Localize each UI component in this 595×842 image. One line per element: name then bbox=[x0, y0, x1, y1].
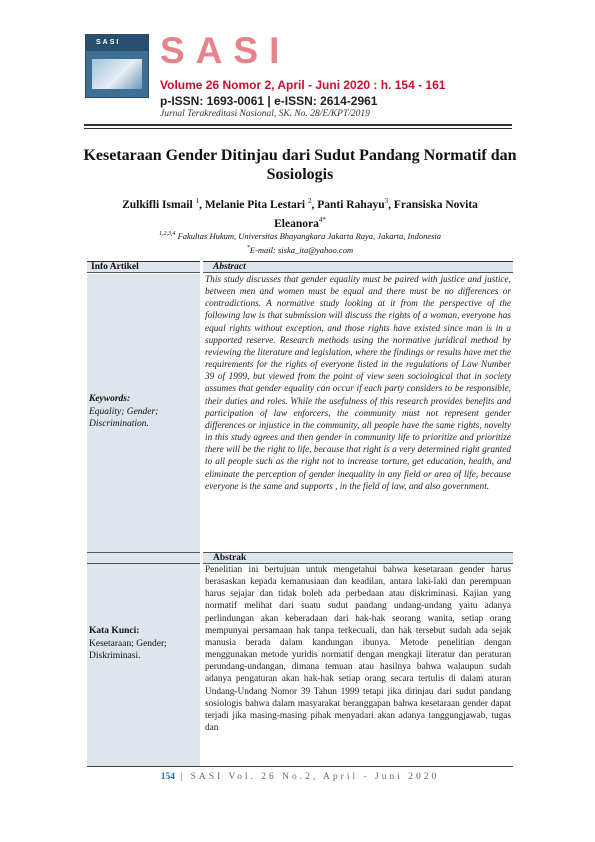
issn-line: p-ISSN: 1693-0061 | e-ISSN: 2614-2961 bbox=[160, 94, 378, 108]
header-rule-thin bbox=[84, 128, 512, 129]
author-name: Melanie Pita Lestari bbox=[204, 198, 306, 211]
author-superscript: 3 bbox=[384, 197, 389, 205]
cover-label: SASI bbox=[86, 35, 148, 51]
keywords-text: Equality; Gender; Discrimination. bbox=[89, 407, 159, 429]
keywords-label: Keywords: bbox=[89, 394, 131, 404]
abstract-indonesian-text: Penelitian ini bertujuan untuk mengetahui bahwa kesetaraan gender harus berasaskan kepada kemanusiaan dan keadilan, antara laki-laki dan perempuan harus sejajar dan tidak boleh ada perbedaan atau diskriminasi. Kajian yang normatif melihat dari suatu sudut pandang undang-undang yaitu adanya perlindungan akan keberadaan dari hak-hak seorang wanita, setiap orang mempunyai persamaan hak tanpa terkecuali, dan hak tersebut sudah ada sejak manusia berada dalam kandungan ibunya. Metode penelitian dengan menggunakan metode yuridis normatif dengan mengkaji literatur dan peraturan perundang-undangan, dimana temuan atau hasilnya bahwa walaupun sudah adanya pengaturan akan hak-hak setiap orang secara tertulis di dalam aturan Undang-Undang Nomor 39 Tahun 1999 tetapi jika ditinjau dari sudut pandang sosiologis bahwa dalam masyarakat beranggapan bahwa kesetaraan gender dapat terjadi jika masing-masing pihak menyadari akan adanya tanggungjawab, tugas dan bbox=[205, 565, 511, 734]
kata-kunci-label: Kata Kunci: bbox=[89, 626, 140, 636]
author-list: Zulkifli Ismail $^1$, Melanie Pita Lestari $^2$, Panti Rahayu$^3$, Fransiska Novita Eleanora$^{4*}$ bbox=[122, 197, 478, 230]
info-artikel-header: Info Artikel bbox=[87, 261, 200, 273]
info-column-indonesian bbox=[87, 564, 200, 766]
affiliation-superscript: 1,2,3,4 bbox=[158, 231, 176, 237]
kata-kunci-text: Kesetaraan; Gender; Diskriminasi. bbox=[89, 639, 167, 661]
affiliation-text: Fakultas Hukum, Universitas Bhayangkara Jakarta Raya, Jakarta, Indonesia bbox=[177, 230, 442, 241]
author-name: Fransiska Novita Eleanora bbox=[274, 198, 478, 230]
abstrak-header: Abstrak bbox=[203, 552, 513, 564]
author-superscript: 4* bbox=[318, 215, 326, 224]
journal-cover-thumbnail bbox=[85, 34, 149, 98]
article-title: Kesetaraan Gender Ditinjau dari Sudut Pandang Normatif dan Sosiologis bbox=[83, 147, 517, 183]
table-bottom-rule bbox=[87, 766, 513, 767]
accreditation-line: Jurnal Terakreditasi Nasional, SK. No. 28/E/KPT/2019 bbox=[160, 109, 370, 119]
affiliation-block bbox=[90, 228, 510, 256]
cover-artwork bbox=[92, 59, 142, 89]
info-column-separator bbox=[87, 552, 200, 564]
header-rule bbox=[84, 124, 512, 126]
volume-line: Volume 26 Nomor 2, April - Juni 2020 : h. 154 - 161 bbox=[160, 78, 446, 92]
page-number: 154 bbox=[160, 772, 175, 782]
page-footer bbox=[87, 772, 513, 782]
journal-name: SASI bbox=[160, 30, 291, 71]
running-title: | SASI Vol. 26 No.2, April - Juni 2020 bbox=[180, 772, 440, 782]
author-superscript: 1 bbox=[195, 197, 200, 205]
email-superscript: * bbox=[246, 244, 250, 251]
abstract-header: Abstract bbox=[203, 261, 513, 273]
author-superscript: 2 bbox=[307, 197, 312, 205]
author-name: Panti Rahayu bbox=[317, 198, 385, 211]
abstract-english-text: This study discusses that gender equality must be paired with justice and justice, between men and women must be equal and there must be no differences or contradictions. A normative study looking at it from the perspective of the following law is that submission will discuss the rights of a woman, everyone has equal rights without exception, and those rights have existed since man is in a supported reserve. Research methods using the normative juridical method by reviewing the literature and legislation, where the findings or results have met the requirements for the rights of everyone listed in the regulations of Law Number 39 of 1999, but viewed from the point of view seen sociological that in society assumes that gender equality can occur if each party considers to be responsible, their duties and roles. While the usefulness of this research provides benefits and participation of law enforcers, the community must not represent gender differences or injustice in the community, all people have the same rights, novelty in this study agrees and then gender in community life to prioritize and prioritize there will be the right to life, because that right is a very determined right granted to all people such as the right not to increase torture, get education, health, and eliminate the perception of gender inequality in any field or area of life, because everyone is the same and supports , in the field of law, and also government. bbox=[205, 275, 511, 492]
email-text[interactable]: E-mail: siska_ita@yahoo.com bbox=[249, 244, 354, 255]
author-name: Zulkifli Ismail bbox=[122, 198, 193, 211]
